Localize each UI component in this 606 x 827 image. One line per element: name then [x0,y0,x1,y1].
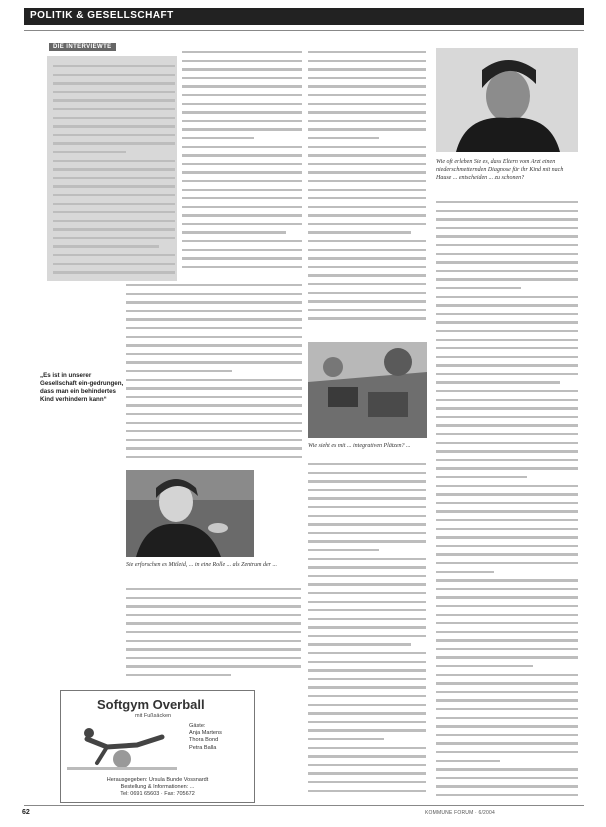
body-text-line [436,396,578,405]
ad-title: Softgym Overball [97,697,205,712]
ad-guests-label: Gäste: [189,723,206,729]
body-text-line [182,143,302,152]
body-text-line [126,393,302,402]
body-text-line [308,194,426,203]
body-text-line [308,289,426,298]
ad-footer-line: Tel: 0691 65603 · Fax: 705672 [120,791,195,797]
caption-left: Sie erforschen es Mitleid, ... in eine Rolle ... als Zentrum der ... [126,562,277,568]
body-text-line [182,117,302,126]
body-text-line [436,516,578,525]
ad-guest: Thora Bond [189,737,219,744]
body-text-line [308,108,426,117]
body-text-line [126,662,301,671]
body-text-line [308,658,426,667]
body-text-line [436,327,578,336]
body-text-line [182,160,302,169]
body-text-line [436,645,578,654]
body-text-line [126,333,302,342]
body-text-line [308,555,426,564]
body-text-line [126,585,301,594]
body-text-line [436,662,533,671]
body-text-line [126,427,302,436]
body-text-line [436,301,578,310]
body-text-line [308,692,426,701]
body-text-line [182,108,302,117]
body-text-line [436,774,578,783]
body-text-line [126,419,302,428]
body-text-line [436,215,578,224]
body-text-line [182,237,302,246]
body-text-line [308,726,426,735]
body-text-line [436,671,578,680]
body-text-line [308,666,426,675]
body-text-line [308,314,426,323]
column-1-bottom [126,585,301,680]
body-text-line [182,65,302,74]
body-text-line [126,637,301,646]
body-text-line [436,568,494,577]
page-number: 62 [22,809,30,816]
body-text-line [308,117,426,126]
body-text-line [126,358,302,367]
body-text-line [126,281,302,290]
body-text-line [53,191,175,200]
body-text-line [308,718,426,727]
body-text-line [308,683,426,692]
article-tag: DIE INTERVIEWTE [49,43,116,51]
body-text-line [308,675,426,684]
body-text-line [436,267,578,276]
body-text-line [436,507,578,516]
body-text-line [308,460,426,469]
body-text-line [126,367,232,376]
body-text-line [436,688,578,697]
body-text-line [126,611,301,620]
body-text-line [53,234,175,243]
info-box-text [53,62,175,277]
body-text-line [436,525,578,534]
body-text-line [308,649,426,658]
body-text-line [308,589,426,598]
body-text-line [436,714,578,723]
body-text-line [436,275,578,284]
body-text-line [436,224,578,233]
body-text-line [126,384,302,393]
body-text-line [308,761,426,770]
body-text-line [308,787,426,796]
body-text-line [53,208,175,217]
body-text-line [308,82,426,91]
body-text-line [436,258,578,267]
body-text-line [436,284,521,293]
body-text-line [308,580,426,589]
column-1-lower [126,281,302,463]
body-text-line [436,344,578,353]
body-text-line [308,752,426,761]
body-text-line [436,765,578,774]
body-text-line [308,744,426,753]
body-text-line [126,341,302,350]
column-3 [436,198,578,800]
body-text-line [53,79,175,88]
body-text-line [308,65,426,74]
column-2-top [308,48,426,330]
body-text-line [436,378,560,387]
body-text-line [126,602,301,611]
column-1-top [182,48,302,280]
body-text-line [53,200,175,209]
body-text-line [308,701,426,710]
ad-subtitle: mit Fußsäcken [135,713,172,719]
body-text-line [308,203,426,212]
ad-footer [65,777,250,798]
body-text-line [436,456,578,465]
body-text-line [436,757,500,766]
body-text-line [308,735,384,744]
body-text-line [126,290,302,299]
body-text-line [182,203,302,212]
body-text-line [436,628,578,637]
body-text-line [436,696,578,705]
body-text-line [182,48,302,57]
divider [24,805,584,806]
body-text-line [436,585,578,594]
body-text-line [53,182,175,191]
body-text-line [308,632,426,641]
body-text-line [308,125,426,134]
magazine-footer: KOMMUNE FORUM · 6/2004 [425,810,495,816]
body-text-line [53,114,175,123]
body-text-line [182,263,302,272]
body-text-line [308,91,426,100]
body-text-line [436,739,578,748]
body-text-line [308,606,426,615]
body-text-line [53,157,175,166]
body-text-line [126,619,301,628]
body-text-line [308,228,411,237]
body-text-line [182,91,302,100]
body-text-line [308,306,426,315]
body-text-line [436,533,578,542]
body-text-line [182,82,302,91]
body-text-line [53,131,175,140]
body-text-line [436,705,578,714]
body-text-line [53,148,126,157]
ad-footer-line: Bestellung & Informationen: ... [120,784,195,790]
body-text-line [436,404,578,413]
body-text-line [436,542,578,551]
body-text-line [53,242,159,251]
body-text-line [308,134,379,143]
body-text-line [53,268,175,277]
body-text-line [436,310,578,319]
body-text-line [126,401,302,410]
body-text-line [308,769,426,778]
body-text-line [308,160,426,169]
body-text-line [436,336,578,345]
body-text-line [308,477,426,486]
body-text-line [308,520,426,529]
body-text-line [308,537,426,546]
body-text-line [182,254,302,263]
body-text-line [53,96,175,105]
portrait-photo-left [126,470,254,557]
body-text-line [182,177,302,186]
body-text-line [126,315,302,324]
body-text-line [436,413,578,422]
body-text-line [126,654,301,663]
body-text-line [436,250,578,259]
body-text-line [53,165,175,174]
body-text-line [308,151,426,160]
body-text-line [436,550,578,559]
body-text-line [436,439,578,448]
body-text-line [308,598,426,607]
body-text-line [308,143,426,152]
body-text-line [436,370,578,379]
body-text-line [53,251,175,260]
body-text-line [126,376,302,385]
body-text-line [436,679,578,688]
column-2-bottom [308,460,426,800]
pull-quote: „Es ist in unserer Gesellschaft ein-gedrungen, dass man ein behindertes Kind verhindern kann“ [40,372,124,403]
body-text-line [53,62,175,71]
body-text-line [182,246,302,255]
body-text-line [308,220,426,229]
body-text-line [53,88,175,97]
body-text-line [436,353,578,362]
body-text-line [436,232,578,241]
body-text-line [308,186,426,195]
body-text-line [436,559,578,568]
body-text-line [53,105,175,114]
body-text-line [53,225,175,234]
body-text-line [436,593,578,602]
body-text-line [436,782,578,791]
caption-middle: Wie sieht es mit ... integrativen Plätzen? ... [308,443,411,449]
body-text-line [308,263,426,272]
body-text-line [308,512,426,521]
body-text-line [308,246,426,255]
body-text-line [308,469,426,478]
body-text-line [436,447,578,456]
body-text-line [182,74,302,83]
body-text-line [182,168,302,177]
body-text-line [436,387,578,396]
caption-top-right: Wie oft erleben Sie es, dass Eltern vom Arzt einen niederschmetternden Diagnose für ihr Kind mit nach Hause ... entscheiden ... zu schonen? [436,159,564,181]
body-text-line [436,430,578,439]
body-text-line [308,572,426,581]
body-text-line [436,361,578,370]
body-text-line [126,350,302,359]
body-text-line [436,636,578,645]
body-text-line [182,220,302,229]
body-text-line [182,228,286,237]
body-text-line [53,71,175,80]
body-text-line [182,125,302,134]
body-text-line [308,709,426,718]
body-text-line [308,297,426,306]
body-text-line [308,640,411,649]
body-text-line [126,444,302,453]
body-text-line [308,486,426,495]
body-text-line [308,563,426,572]
body-text-line [436,464,578,473]
body-text-line [308,623,426,632]
body-text-line [53,174,175,183]
ad-guest: Petra Balla [189,744,217,751]
body-text-line [436,293,578,302]
body-text-line [182,186,302,195]
body-text-line [308,546,379,555]
body-text-line [436,722,578,731]
body-text-line [182,57,302,66]
ad-guest: Anja Martens [189,730,222,737]
body-text-line [53,122,175,131]
body-text-line [308,280,426,289]
advertisement[interactable] [60,690,255,803]
body-text-line [53,139,175,148]
body-text-line [308,494,426,503]
section-title: POLITIK & GESELLSCHAFT [30,10,174,21]
body-text-line [308,48,426,57]
body-text-line [308,615,426,624]
body-text-line [182,151,302,160]
body-text-line [182,194,302,203]
body-text-line [436,198,578,207]
body-text-line [436,653,578,662]
body-text-line [308,503,426,512]
portrait-photo-right [436,48,578,152]
body-text-line [436,576,578,585]
body-text-line [126,324,302,333]
body-text-line [308,254,426,263]
section-header [24,8,584,25]
body-text-line [436,473,527,482]
body-text-line [182,134,254,143]
body-text-line [308,177,426,186]
photo-middle [308,342,427,438]
body-text-line [436,482,578,491]
body-text-line [126,436,302,445]
body-text-line [436,791,578,800]
body-text-line [126,453,302,462]
body-text-line [436,731,578,740]
body-text-line [308,237,426,246]
body-text-line [436,318,578,327]
body-text-line [308,778,426,787]
body-text-line [308,74,426,83]
body-text-line [126,628,301,637]
body-text-line [53,260,175,269]
body-text-line [436,490,578,499]
body-text-line [308,271,426,280]
body-text-line [436,748,578,757]
body-text-line [436,619,578,628]
body-text-line [126,671,231,680]
body-text-line [436,207,578,216]
body-text-line [182,211,302,220]
body-text-line [308,168,426,177]
body-text-line [308,529,426,538]
body-text-line [436,611,578,620]
body-text-line [308,100,426,109]
ad-guests [189,723,222,752]
body-text-line [126,410,302,419]
body-text-line [436,421,578,430]
body-text-line [126,645,301,654]
body-text-line [182,100,302,109]
body-text-line [126,307,302,316]
body-text-line [126,594,301,603]
ad-footer-line: Herausgegeben: Ursula Bunde Vossnardt [106,777,209,783]
body-text-line [126,298,302,307]
divider [24,30,584,31]
body-text-line [53,217,175,226]
body-text-line [436,499,578,508]
exercise-figure-icon [67,719,177,771]
body-text-line [308,57,426,66]
body-text-line [436,602,578,611]
body-text-line [308,211,426,220]
body-text-line [436,241,578,250]
